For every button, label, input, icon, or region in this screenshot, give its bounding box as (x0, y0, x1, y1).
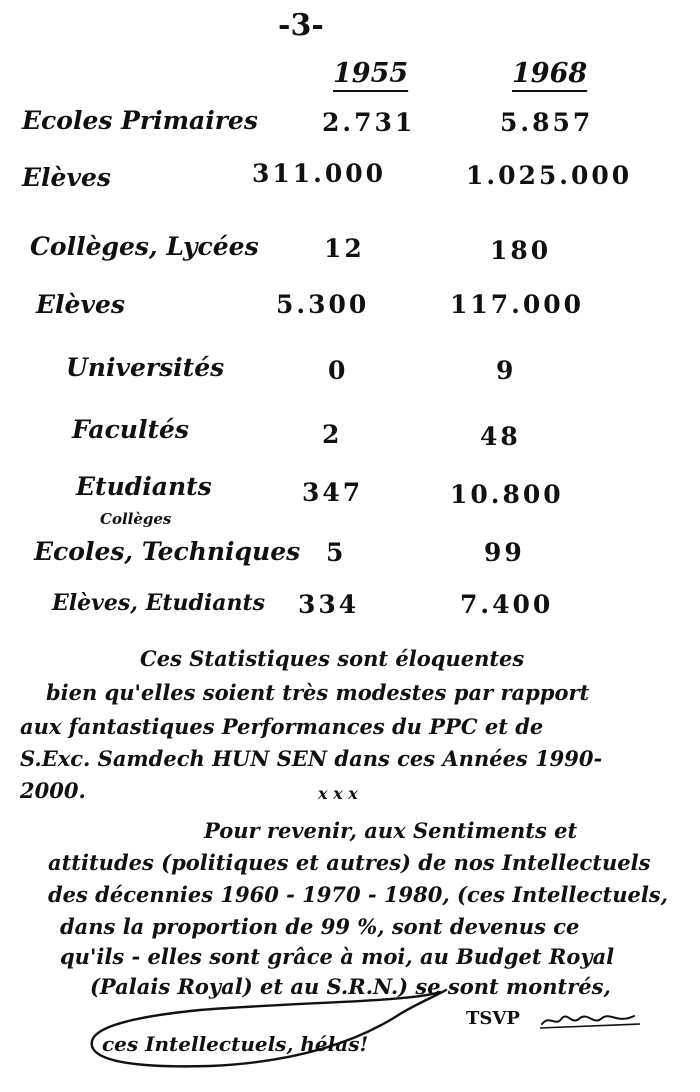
row-value-1968: 117.000 (450, 290, 585, 319)
row-value-1955: 334 (298, 590, 360, 619)
paragraph-line: (Palais Royal) et au S.R.N.) se sont montrés, (90, 974, 611, 999)
paragraph-line: qu'ils - elles sont grâce à moi, au Budget Royal (60, 944, 615, 969)
row-label-colleges-lycees: Collèges, Lycées (30, 232, 259, 261)
row-value-1968: 10.800 (450, 480, 564, 509)
row-label-etudiants: Etudiants (76, 472, 212, 501)
paragraph-line: aux fantastiques Performances du PPC et de (20, 714, 544, 739)
row-value-1955: 5 (326, 538, 347, 567)
row-value-1955: 347 (302, 478, 364, 507)
paragraph-line: des décennies 1960 - 1970 - 1980, (ces Intellectuels, (48, 882, 668, 907)
paragraph-line: Ces Statistiques sont éloquentes (140, 646, 525, 671)
row-value-1968: 99 (484, 538, 525, 567)
row-value-1955: 5.300 (276, 290, 370, 319)
paragraph-line: S.Exc. Samdech HUN SEN dans ces Années 1990- (20, 746, 603, 771)
row-value-1968: 180 (490, 236, 552, 265)
year-header-1968: 1968 (512, 58, 588, 89)
row-label-universites: Universités (66, 353, 225, 382)
row-label-facultes: Facultés (72, 415, 190, 444)
row-value-1955: 0 (328, 356, 349, 385)
row-value-1968: 9 (496, 356, 517, 385)
row-value-1968: 48 (480, 422, 521, 451)
row-label-eleves-etudiants: Elèves, Etudiants (52, 590, 266, 616)
row-value-1955: 12 (324, 234, 365, 263)
row-value-1968: 1.025.000 (466, 161, 633, 190)
insertion-note: Collèges (100, 510, 172, 528)
tsvp-mark: TSVP (466, 1008, 520, 1029)
closing-line: ces Intellectuels, hélas! (102, 1032, 369, 1056)
row-value-1955: 2.731 (322, 108, 416, 137)
row-label-ecoles-primaires: Ecoles Primaires (22, 106, 258, 135)
page-number: -3- (278, 8, 324, 43)
row-value-1968: 5.857 (500, 108, 594, 137)
year-header-1955: 1955 (333, 58, 409, 89)
row-value-1955: 2 (322, 420, 343, 449)
paragraph-line: bien qu'elles soient très modestes par rapport (46, 680, 590, 705)
section-separator: x x x (318, 784, 358, 803)
row-value-1955: 311.000 (252, 159, 387, 188)
row-label-eleves: Elèves (22, 163, 111, 192)
signature (538, 1010, 638, 1032)
paragraph-line: Pour revenir, aux Sentiments et (204, 818, 578, 843)
paragraph-line: attitudes (politiques et autres) de nos Intellectuels (48, 850, 651, 875)
paragraph-line: dans la proportion de 99 %, sont devenus ce (60, 914, 580, 939)
row-label-eleves: Elèves (36, 290, 125, 319)
row-value-1968: 7.400 (460, 590, 554, 619)
paragraph-line: 2000. (20, 778, 86, 803)
row-label-ecoles-techniques: Ecoles, Techniques (34, 537, 301, 566)
